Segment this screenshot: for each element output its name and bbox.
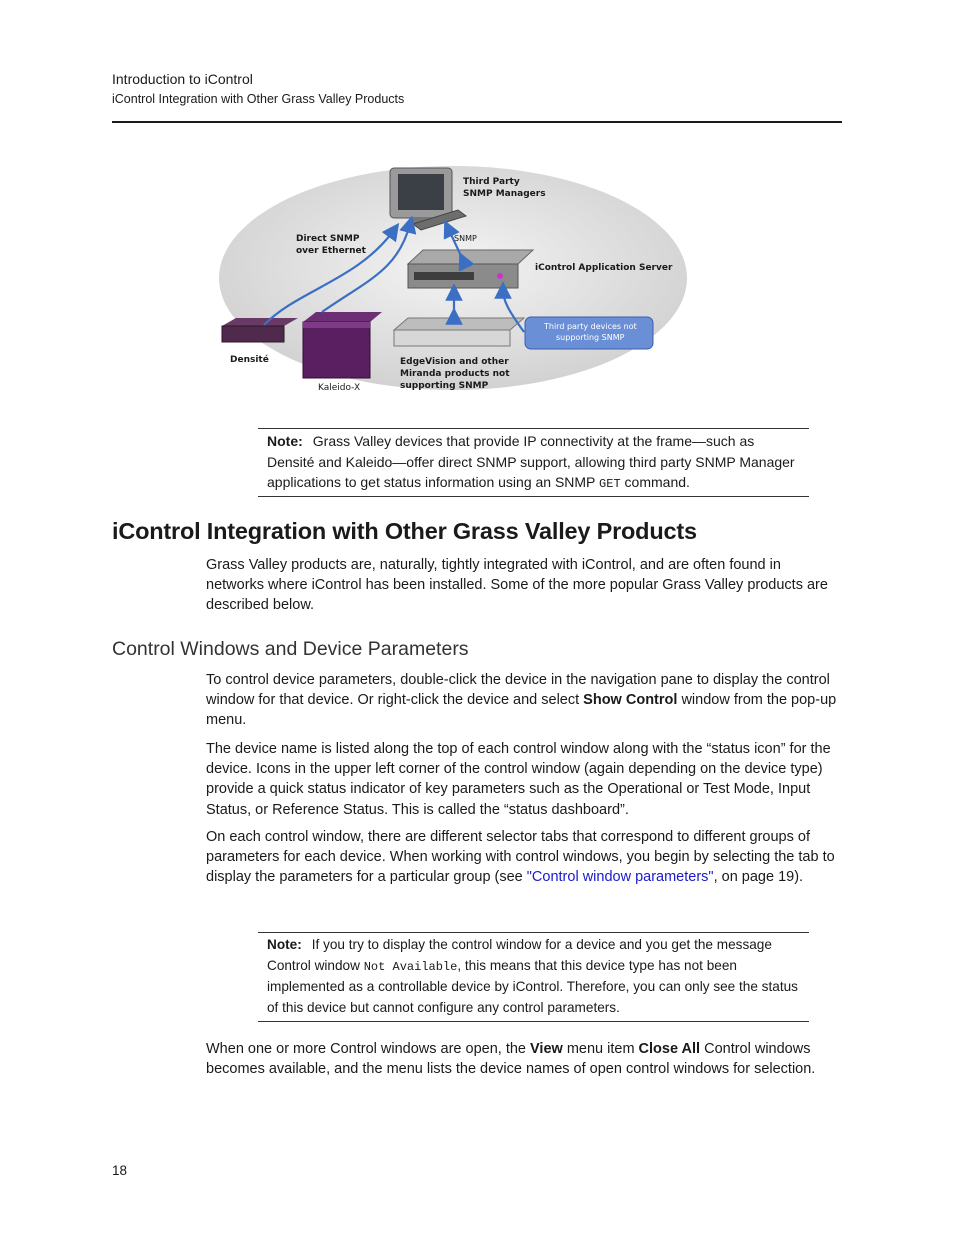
label-densite: Densité [230,355,269,365]
header-rule [112,121,842,123]
kaleido-device-icon [303,312,382,378]
label-snmp: SNMP [454,234,477,243]
edgevision-device-icon [394,318,524,346]
note-label: Note: [267,937,302,952]
label-direct-snmp-2: over Ethernet [296,246,366,256]
label-edgevision-2: Miranda products not [400,369,510,379]
paragraph-control-device: To control device parameters, double-click the device in the navigation pane to display the control window for that device. Or right-click the device and select Show Control window from the pop-up menu. [206,672,837,729]
running-head-section: iControl Integration with Other Grass Valley Products [112,92,405,106]
paragraph-selector-tabs: On each control window, there are different selector tabs that correspond to different groups of parameters for each device. When working with control windows, you begin by selecting the tab to display the parameters for a particular group (see "Control window parameters", on page 19). [206,829,835,886]
snmp-network-diagram [218,160,688,400]
note-snmp-support [258,428,809,497]
label-edgevision-1: EdgeVision and other [400,357,509,367]
label-edgevision-3: supporting SNMP [400,381,489,391]
label-third-party-devices-2: supporting SNMP [556,333,625,342]
show-control-term: Show Control [583,692,678,709]
label-kaleido: Kaleido-X [318,383,361,393]
close-all-term: Close All [638,1041,701,1057]
label-third-party-managers-1: Third Party [463,177,520,187]
paragraph-device-name: The device name is listed along the top of each control window along with the “status icon” for the device. Icons in the upper left corner of the control window (again depending on the device type) provide a quick status indicator of key parameters such as the Operational or Test Mode, Input Status, or Reference Status. This is called the “status dashboard”. [206,741,831,818]
note-not-available [258,932,809,1022]
label-third-party-devices-1: Third party devices not [544,322,637,331]
note-label: Note: [267,433,303,449]
label-direct-snmp-1: Direct SNMP [296,234,360,244]
note-text-before: Grass Valley devices that provide IP connectivity at the frame—such as Densité and Kaleido—offer direct SNMP support, allowing third party SNMP Manager applications to get status information using an SNMP [267,433,795,490]
intro-paragraph: Grass Valley products are, naturally, tightly integrated with iControl, and are often found in networks where iControl has been installed. Some of the more popular Grass Valley products are described below. [206,557,828,614]
label-app-server: iControl Application Server [535,263,673,273]
subsection-title: Control Windows and Device Parameters [112,638,469,660]
note-text-after: , this means that this device type has not been implemented as a controllable device by iControl. Therefore, you can only see the status of this device but cannot configure any control parameters. [267,957,798,1015]
control-window-parameters-link[interactable]: "Control window parameters" [526,869,714,886]
view-menu-term: View [530,1041,563,1057]
label-third-party-managers-2: SNMP Managers [463,189,546,199]
section-title: iControl Integration with Other Grass Valley Products [112,518,697,544]
paragraph-close-all: When one or more Control windows are open, the View menu item Close All Control windows becomes available, and the menu lists the device names of open control windows for selection. [206,1041,816,1078]
note-text-before: If you try to display the control window for a device and you get the message Control window [267,937,772,973]
note-text-after: command. [620,474,690,490]
note-code: GET [599,477,621,491]
page-number: 18 [112,1163,128,1178]
running-head-chapter: Introduction to iControl [112,71,253,87]
note-code: Not Available [363,959,458,974]
application-server-icon [408,250,533,288]
